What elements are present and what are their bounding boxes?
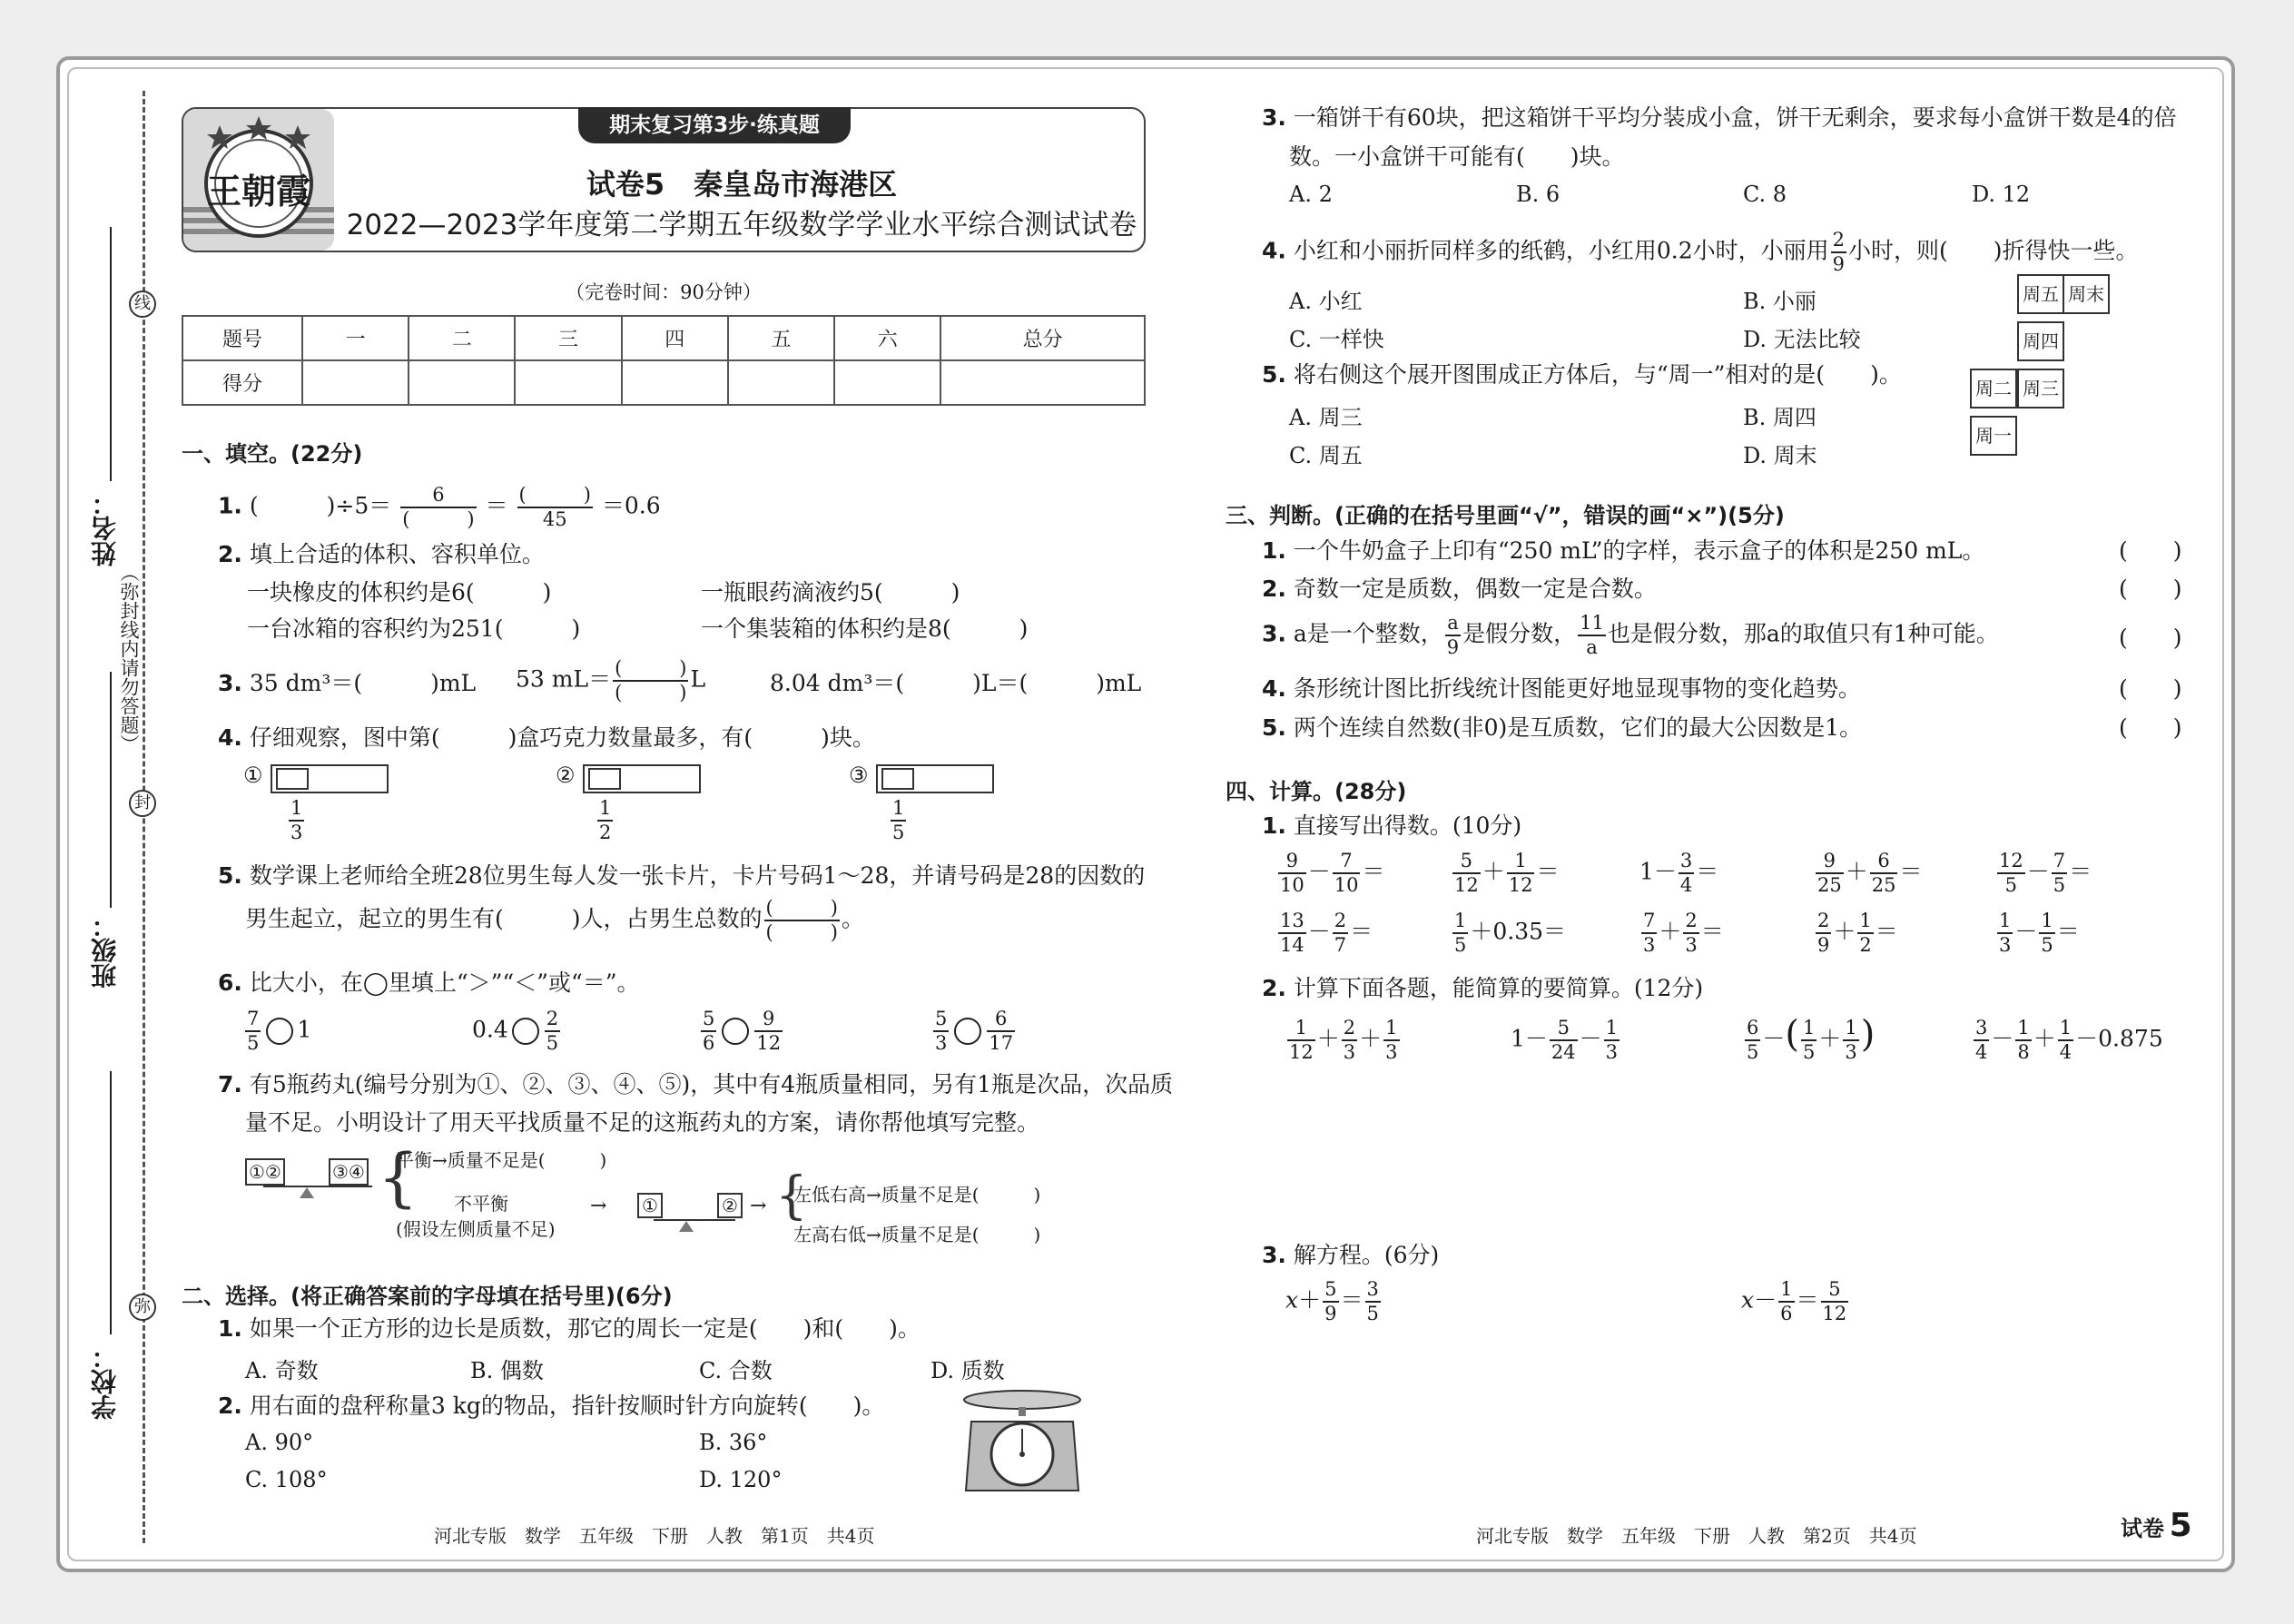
compare-circle[interactable]	[954, 1018, 981, 1045]
q7-left-pan: ①②	[245, 1158, 285, 1186]
calc-expression: $\frac{12}{5}$ － $\frac{7}{5}$ ＝	[1999, 850, 2092, 896]
score-table	[182, 315, 1146, 406]
q4-label-2: ②	[556, 763, 576, 788]
logo-text: 王朝霞	[207, 171, 311, 212]
score-header-cell: 五	[728, 316, 834, 360]
class-field[interactable]	[110, 672, 112, 908]
score-header-row	[182, 316, 1145, 360]
s2q2-option-a[interactable]: A. 90°	[245, 1430, 314, 1455]
q7-arrow-2: →	[750, 1195, 767, 1217]
time-note: （完卷时间：90分钟）	[566, 281, 762, 303]
q-number: 5.	[218, 862, 242, 889]
q3-c: 8.04 dm³＝( )L＝( )mL	[770, 670, 1142, 696]
score-row	[182, 360, 1145, 405]
score-cell[interactable]	[622, 360, 728, 405]
s2q3-option-c[interactable]: C. 8	[1743, 182, 1787, 207]
judge-paren-2[interactable]: ( )	[2119, 576, 2182, 602]
score-header-cell: 四	[622, 316, 728, 360]
q4-label-1: ①	[243, 763, 263, 788]
calc-expression: 1－ $\frac{3}{4}$ ＝	[1639, 850, 1719, 896]
section1-heading: 一、填空。(22分)	[182, 441, 363, 467]
q4-frac-3: $\frac{1}{5}$	[892, 797, 905, 843]
q7-beam	[263, 1186, 372, 1187]
q7-result-2: 左高右低→质量不足是( )	[793, 1224, 1041, 1245]
score-cell[interactable]	[515, 360, 621, 405]
score-header-cell: 一	[302, 316, 409, 360]
q1-frac2: $\frac{( )}{45}$	[518, 484, 591, 530]
s2q1-option-c[interactable]: C. 合数	[699, 1358, 773, 1383]
q6-compare-3: $\frac{5}{6}$ $\frac{9}{12}$	[703, 1008, 782, 1054]
calc-expression: $\frac{9}{25}$ ＋ $\frac{6}{25}$ ＝	[1817, 850, 1923, 896]
q1-part1: ( )÷5＝	[249, 492, 392, 519]
s2q1-option-b[interactable]: B. 偶数	[470, 1358, 544, 1383]
net-cell: 周四	[2017, 321, 2064, 361]
review-banner: 期末复习第3步·练真题	[578, 107, 851, 143]
s2q3-option-b[interactable]: B. 6	[1516, 182, 1561, 207]
page-mark	[2121, 1507, 2192, 1544]
calc-expression: $\frac{1}{5}$ ＋0.35＝	[1454, 910, 1567, 956]
q7-assume: (假设左侧质量不足)	[396, 1218, 556, 1240]
q-number: 3.	[218, 670, 242, 696]
equation-expression: x＋ $\frac{5}{9}$ ＝ $\frac{3}{5}$	[1285, 1278, 1379, 1324]
q-number: 3.	[1262, 104, 1286, 131]
net-cell: 周末	[2063, 274, 2110, 314]
q4-frac-1: $\frac{1}{3}$	[290, 797, 303, 843]
score-cell[interactable]	[940, 360, 1145, 405]
seal-mark-secret: 弥	[129, 1294, 156, 1321]
judge-item-4: 4. 条形统计图比折线统计图能更好地显现事物的变化趋势。	[1262, 675, 1861, 702]
q2-item-d: 一个集装箱的体积约是8( )	[701, 615, 1029, 642]
s2-q3-line1	[1262, 103, 2177, 133]
judge-paren-5[interactable]: ( )	[2119, 714, 2182, 741]
q3-a: 35 dm³＝( )mL	[249, 670, 477, 696]
calc-expression: $\frac{5}{12}$ ＋ $\frac{1}{12}$ ＝	[1454, 850, 1560, 896]
q6-compare-4: $\frac{5}{3}$ $\frac{6}{17}$	[935, 1008, 1014, 1054]
q7-fulcrum	[300, 1187, 314, 1198]
q7-result-1: 左低右高→质量不足是( )	[793, 1184, 1041, 1206]
q-number: 2.	[218, 541, 242, 567]
q3-b: 53 mL＝ $\frac{( )}{( )}$ L	[516, 657, 706, 704]
s2q1-text: 如果一个正方形的边长是质数，那它的周长一定是( )和( )。	[249, 1315, 921, 1342]
q6-compare-2: 0.4 $\frac{2}{5}$	[472, 1008, 559, 1054]
seal-note: （弥封线内请勿答题）	[118, 563, 140, 753]
q7-balance: 平衡→质量不足是( )	[396, 1149, 607, 1171]
net-cell: 周五	[2017, 274, 2064, 314]
s2q2-text: 用右面的盘秤称量3 kg的物品，指针按顺时针方向旋转( )。	[249, 1393, 885, 1419]
judge-item-2: 2. 奇数一定是质数，偶数一定是合数。	[1262, 576, 1657, 602]
judge-paren-3[interactable]: ( )	[2119, 625, 2182, 651]
q1-frac1: $\frac{6}{( )}$	[402, 484, 475, 530]
footer-left: 河北专版 数学 五年级 下册 人教 第1页 共4页	[434, 1525, 875, 1547]
q2-item-c: 一台冰箱的容积约为251( )	[247, 615, 581, 642]
s2q5-option-a[interactable]: A. 周三	[1289, 405, 1363, 430]
footer-right: 河北专版 数学 五年级 下册 人教 第2页 共4页	[1476, 1525, 1917, 1547]
compare-circle[interactable]	[722, 1018, 749, 1045]
score-header-cell: 二	[409, 316, 515, 360]
s2q2-option-b[interactable]: B. 36°	[699, 1430, 768, 1455]
q7-right-pan: ③④	[329, 1158, 369, 1186]
judge-item-3: 3. a是一个整数， $\frac{a}{9}$ 是假分数， $\frac{11}{a}$ 也是假分数，那a的取值只有1种可能。	[1262, 612, 1999, 658]
q7-beam-2	[654, 1219, 735, 1221]
equation-expression: x－ $\frac{1}{6}$ ＝ $\frac{5}{12}$	[1741, 1278, 1847, 1324]
simplify-expression: $\frac{3}{4}$ － $\frac{1}{8}$ ＋ $\frac{1}{4}$ －0.875	[1975, 1017, 2163, 1063]
score-header-cell: 题号	[182, 316, 302, 360]
q7-unbalanced: 不平衡	[454, 1193, 508, 1215]
s2q3-line1: 一箱饼干有60块，把这箱饼干平均分装成小盒，饼干无剩余，要求每小盒饼干数是4的倍	[1293, 104, 2177, 131]
q6-compare-1: $\frac{7}{5}$ 1	[247, 1008, 312, 1054]
s4-q2: 2. 计算下面各题，能简算的要简算。(12分)	[1262, 975, 1704, 1001]
q4-text: 仔细观察，图中第( )盒巧克力数量最多，有( )块。	[249, 724, 875, 751]
section4-heading: 四、计算。(28分)	[1226, 779, 1407, 804]
s2-q2	[218, 1391, 884, 1422]
judge-paren-4[interactable]: ( )	[2119, 675, 2182, 702]
s2q5-option-b[interactable]: B. 周四	[1743, 405, 1816, 430]
simplify-expression: 1－ $\frac{5}{24}$ － $\frac{1}{3}$	[1511, 1017, 1619, 1063]
s4-q3: 3. 解方程。(6分)	[1262, 1242, 1440, 1268]
q-number: 5.	[1262, 361, 1286, 388]
s2q4-option-a[interactable]: A. 小红	[1289, 289, 1363, 314]
q-number: 4.	[1262, 237, 1286, 264]
s1-q3	[218, 668, 476, 699]
exam-title: 试卷5 秦皇岛市海港区	[586, 167, 898, 202]
s1-q5-line2: 男生起立，起立的男生有( )人，占男生总数的 $\frac{( )}{( )}$ 。	[245, 897, 864, 943]
score-cell[interactable]	[834, 360, 940, 405]
s1-q1	[218, 486, 661, 529]
q6-text: 比大小，在◯里填上“＞”“＜”或“＝”。	[249, 969, 640, 996]
q-number: 7.	[218, 1071, 242, 1097]
net-cell: 周三	[2017, 369, 2064, 408]
s1-q4	[218, 723, 875, 753]
s2q3-line2: 数。一小盒饼干可能有( )块。	[1289, 143, 1625, 170]
s2q2-option-d[interactable]: D. 120°	[699, 1467, 783, 1492]
s2q1-option-a[interactable]: A. 奇数	[245, 1358, 319, 1383]
q4-box-3-shade	[881, 768, 914, 790]
simplify-expression: $\frac{1}{12}$ ＋ $\frac{2}{3}$ ＋ $\frac{1}{3}$	[1289, 1017, 1398, 1063]
score-header-cell: 六	[834, 316, 940, 360]
calc-expression: $\frac{2}{9}$ ＋ $\frac{1}{2}$ ＝	[1817, 910, 1898, 956]
q7-pan-2: ②	[717, 1193, 743, 1218]
q4-box-2-shade	[588, 768, 621, 790]
s2q3-option-d[interactable]: D. 12	[1972, 182, 2031, 207]
q-number: 6.	[218, 969, 242, 996]
score-header-cell: 三	[515, 316, 621, 360]
q7-brace: {	[378, 1140, 418, 1215]
score-cell[interactable]	[409, 360, 515, 405]
q-number: 1.	[218, 492, 242, 519]
score-header-cell: 总分	[940, 316, 1145, 360]
school-field[interactable]	[110, 1071, 112, 1334]
s4-q1: 1. 直接写出得数。(10分)	[1262, 812, 1522, 839]
section2-heading: 二、选择。(将正确答案前的字母填在括号里)(6分)	[182, 1284, 673, 1309]
q4-frac-2: $\frac{1}{2}$	[599, 797, 612, 843]
s2q5-text: 将右侧这个展开图围成正方体后，与“周一”相对的是( )。	[1293, 361, 1902, 388]
simplify-expression: $\frac{6}{5}$ －( $\frac{1}{5}$ ＋ $\frac{1}{3}$ )	[1747, 1013, 1876, 1063]
s2-q4: 4. 小红和小丽折同样多的纸鹤，小红用0.2小时，小丽用 $\frac{2}{9}$ 小时，则( )折得快一些。	[1262, 229, 2139, 275]
q7-line2: 量不足。小明设计了用天平找质量不足的这瓶药丸的方案，请你帮他填写完整。	[245, 1109, 1040, 1136]
q-number: 1.	[218, 1315, 242, 1342]
q1-eq: ＝	[485, 492, 508, 519]
s1-q6	[218, 968, 640, 999]
score-cell[interactable]	[728, 360, 834, 405]
class-label: 班级：	[90, 912, 120, 989]
q-number: 4.	[218, 724, 242, 751]
net-cell: 周二	[1970, 369, 2017, 408]
q1-tail: ＝0.6	[601, 492, 661, 519]
calc-expression: $\frac{7}{3}$ ＋ $\frac{2}{3}$ ＝	[1643, 910, 1724, 956]
q2-text: 填上合适的体积、容积单位。	[249, 541, 545, 567]
q4-box-1-shade	[276, 768, 309, 790]
judge-paren-1[interactable]: ( )	[2119, 537, 2182, 564]
s1-q5-line1	[218, 861, 1145, 891]
page-number: 5	[2169, 1507, 2192, 1544]
seal-mark-seal: 封	[129, 790, 156, 817]
s2q5-option-c[interactable]: C. 周五	[1289, 443, 1363, 468]
q2-item-b: 一瓶眼药滴液约5( )	[701, 579, 960, 605]
scale-icon	[959, 1389, 1086, 1494]
s1-q7-line1	[218, 1069, 1173, 1100]
judge-item-1: 1. 一个牛奶盒子上印有“250 mL”的字样，表示盒子的体积是250 mL。	[1262, 537, 1985, 564]
s2q1-option-d[interactable]: D. 质数	[930, 1358, 1005, 1383]
q2-item-a: 一块橡皮的体积约是6( )	[247, 579, 552, 605]
calc-expression: $\frac{13}{14}$ － $\frac{2}{7}$ ＝	[1280, 910, 1373, 956]
s2q4-option-c[interactable]: C. 一样快	[1289, 327, 1384, 352]
score-cell[interactable]	[302, 360, 409, 405]
s2q2-option-c[interactable]: C. 108°	[245, 1467, 328, 1492]
s2q4-option-b[interactable]: B. 小丽	[1743, 289, 1816, 314]
calc-expression: $\frac{1}{3}$ － $\frac{1}{5}$ ＝	[1999, 910, 2080, 956]
score-row-label: 得分	[182, 360, 302, 405]
compare-circle[interactable]	[512, 1018, 539, 1045]
name-field[interactable]	[110, 227, 112, 481]
name-label: 姓名：	[90, 490, 120, 566]
q4-label-3: ③	[849, 763, 869, 788]
s2-q1	[218, 1314, 921, 1344]
s1-q2	[218, 539, 545, 570]
s2q4-option-d[interactable]: D. 无法比较	[1743, 327, 1861, 352]
q-number: 2.	[218, 1393, 242, 1419]
calc-expression: $\frac{9}{10}$ － $\frac{7}{10}$ ＝	[1280, 850, 1385, 896]
exam-subtitle: 2022—2023学年度第二学期五年级数学学业水平综合测试试卷	[346, 209, 1137, 241]
q5-line1: 数学课上老师给全班28位男生每人发一张卡片，卡片号码1～28，并请号码是28的因数的	[249, 862, 1146, 889]
judge-item-5: 5. 两个连续自然数(非0)是互质数，它们的最大公因数是1。	[1262, 714, 1863, 741]
section3-heading: 三、判断。(正确的在括号里画“√”，错误的画“×”)(5分)	[1226, 503, 1785, 528]
q7-arrow-1: →	[590, 1195, 607, 1217]
q7-fulcrum-2	[679, 1221, 694, 1232]
s2-q5	[1262, 359, 1902, 390]
net-cell: 周一	[1970, 416, 2017, 456]
page-label: 试卷	[2121, 1516, 2164, 1541]
q7-brace-2: {	[775, 1166, 808, 1225]
school-label: 学校：	[90, 1343, 120, 1420]
compare-circle[interactable]	[266, 1018, 293, 1045]
s2q5-option-d[interactable]: D. 周末	[1743, 443, 1817, 468]
q7-pan-1: ①	[637, 1193, 663, 1218]
s2q3-option-a[interactable]: A. 2	[1289, 182, 1333, 207]
seal-mark-line: 线	[129, 290, 156, 318]
q7-line1: 有5瓶药丸(编号分别为①、②、③、④、⑤)，其中有4瓶质量相同，另有1瓶是次品，次品质	[249, 1071, 1174, 1097]
